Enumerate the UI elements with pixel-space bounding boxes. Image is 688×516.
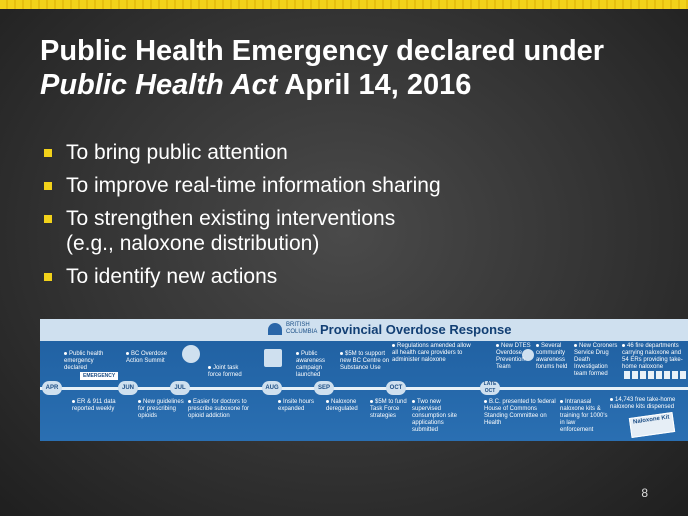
bullet-dot-icon xyxy=(188,400,191,403)
bullet-dot-icon xyxy=(560,400,563,403)
bullet-square-icon xyxy=(44,273,52,281)
bullet-dot-icon xyxy=(208,366,211,369)
month-marker: APR xyxy=(42,381,62,395)
bullet-text: To identify new actions xyxy=(66,265,278,288)
bullet-item xyxy=(44,140,644,165)
bullet-item xyxy=(44,264,644,289)
infographic-title: Provincial Overdose Response xyxy=(320,322,512,337)
event-top: BC Overdose Action Summit xyxy=(126,351,168,364)
event-bottom: Insite hours expanded xyxy=(278,399,315,412)
bullet-text: To improve real-time information sharing xyxy=(66,174,441,197)
bullet-square-icon xyxy=(44,182,52,190)
event-top: New DTES Overdose Prevention Team xyxy=(496,343,531,370)
bullet-dot-icon xyxy=(278,400,281,403)
event-bottom: Intranasal naloxone kits & training for 1000's in law enforcement xyxy=(560,399,608,433)
month-marker: LATE OCT xyxy=(480,381,500,395)
bullet-dot-icon xyxy=(610,398,613,401)
bullet-dot-icon xyxy=(484,400,487,403)
top-accent-bar xyxy=(0,0,688,9)
event-top: New Coroners Service Drug Death Investigation team formed xyxy=(574,343,618,377)
emergency-badge: EMERGENCY xyxy=(80,372,118,380)
event-top: Several community awareness forums held xyxy=(536,343,568,370)
bullet-text: To bring public attention xyxy=(66,141,288,164)
bullet-dot-icon xyxy=(622,344,625,347)
bc-logo-icon xyxy=(268,323,282,335)
bullet-dot-icon xyxy=(574,344,577,347)
title-line-2 xyxy=(40,68,660,102)
title-act-name: Public Health Act xyxy=(40,69,278,101)
logo-text: BRITISH COLUMBIA xyxy=(286,322,318,335)
bullet-dot-icon xyxy=(138,400,141,403)
bullet-dot-icon xyxy=(496,344,499,347)
bullet-dot-icon xyxy=(126,352,129,355)
event-bottom: Easier for doctors to prescribe suboxone for opioid addiction xyxy=(188,399,250,419)
people-icon xyxy=(182,345,200,363)
bullet-dot-icon xyxy=(64,352,67,355)
month-marker: OCT xyxy=(386,381,406,395)
month-marker: AUG xyxy=(262,381,282,395)
naloxone-kit-badge: Naloxone Kit xyxy=(629,412,675,438)
event-bottom: Two new supervised consumption site applications submitted xyxy=(412,399,458,433)
event-bottom: 14,743 free take-home naloxone kits dispensed xyxy=(610,397,676,410)
naloxone-kits-row-icon xyxy=(624,371,688,379)
slide-title xyxy=(40,34,660,102)
bullet-subtext: (e.g., naloxone distribution) xyxy=(66,232,320,255)
event-top: Public health emergency declared xyxy=(64,351,104,371)
bullet-dot-icon xyxy=(370,400,373,403)
month-marker: JUN xyxy=(118,381,138,395)
bullet-list xyxy=(44,140,644,297)
bullet-square-icon xyxy=(44,215,52,223)
month-marker: JUL xyxy=(170,381,190,395)
bullet-square-icon xyxy=(44,149,52,157)
bullet-dot-icon xyxy=(296,352,299,355)
bullet-dot-icon xyxy=(72,400,75,403)
event-top: Joint task force formed xyxy=(208,365,242,378)
event-bottom: New guidelines for prescribing opioids xyxy=(138,399,184,419)
monitor-icon xyxy=(264,349,282,367)
event-bottom: Naloxone deregulated xyxy=(326,399,358,412)
page-number: 8 xyxy=(641,486,648,500)
bullet-dot-icon xyxy=(340,352,343,355)
event-bottom: $5M to fund Task Force strategies xyxy=(370,399,407,419)
bullet-text: To strengthen existing interventions xyxy=(66,207,396,230)
event-top: Public awareness campaign launched xyxy=(296,351,326,378)
event-bottom: ER & 911 data reported weekly xyxy=(72,399,116,412)
bullet-item xyxy=(44,206,644,256)
title-date: April 14, 2016 xyxy=(277,69,472,101)
overdose-response-infographic xyxy=(40,319,688,441)
event-top: Regulations amended allow all health care providers to administer naloxone xyxy=(392,343,471,363)
event-top: 46 fire departments carrying naloxone and 54 ERs providing take-home naloxone xyxy=(622,343,683,370)
bullet-item xyxy=(44,173,644,198)
bullet-dot-icon xyxy=(392,344,395,347)
event-top: $5M to support new BC Centre on Substance Use xyxy=(340,351,390,371)
month-marker: SEP xyxy=(314,381,334,395)
infographic-header xyxy=(40,319,688,341)
title-line-1: Public Health Emergency declared under xyxy=(40,35,605,67)
bullet-dot-icon xyxy=(412,400,415,403)
bullet-dot-icon xyxy=(536,344,539,347)
bullet-dot-icon xyxy=(326,400,329,403)
event-bottom: B.C. presented to federal House of Commons Standing Committee on Health xyxy=(484,399,556,426)
